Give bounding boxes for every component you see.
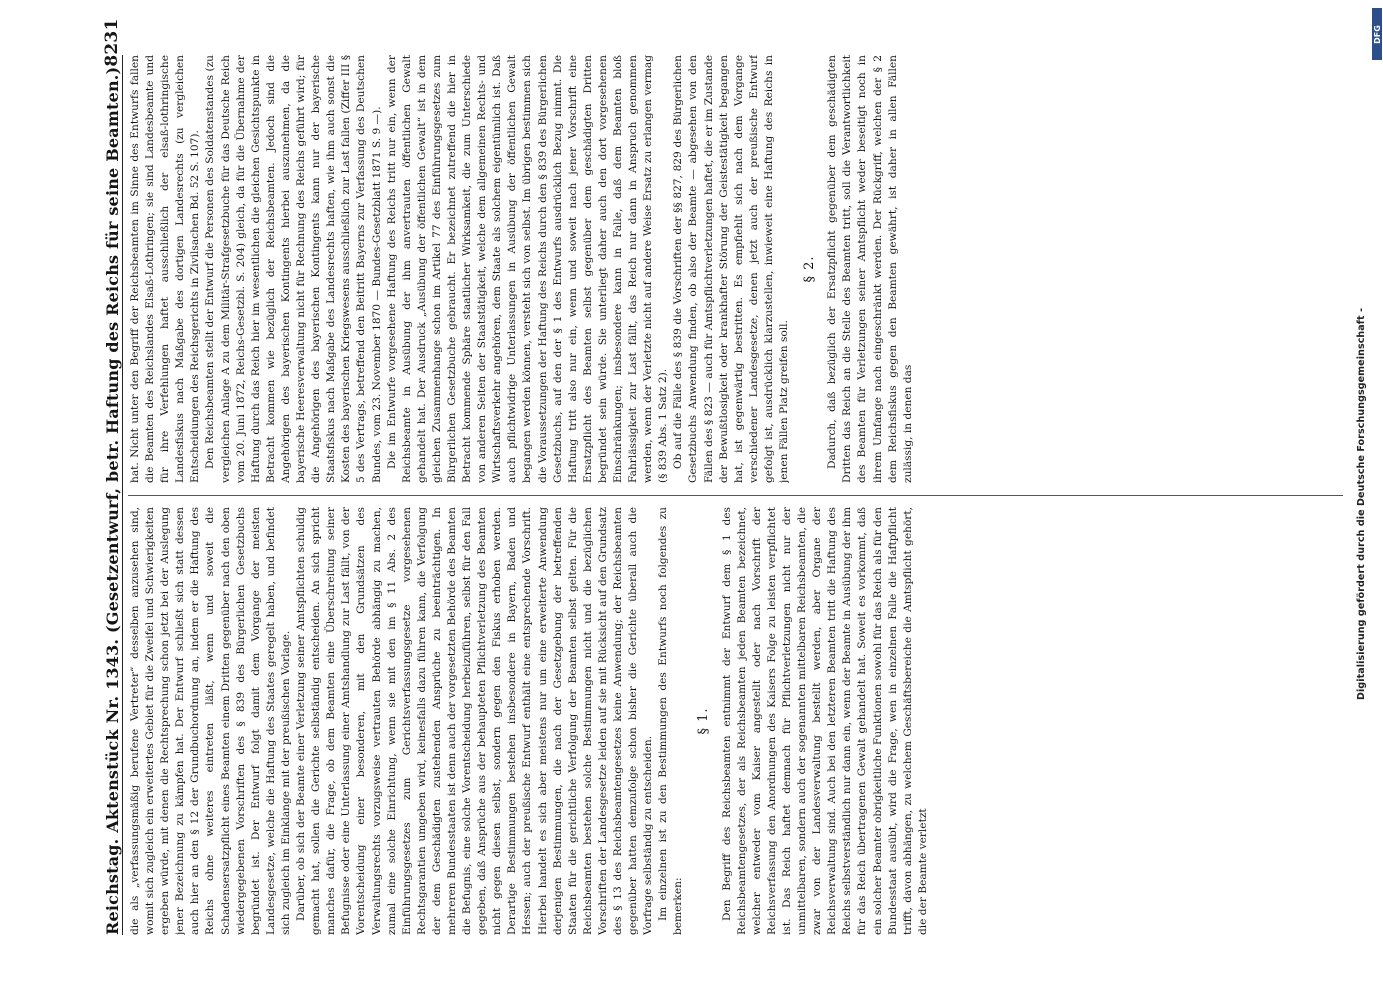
paragraph: Darüber, ob sich der Beamte einer Verletzung seiner Amtspflichten schuldig gemacht hat, sollen die Gerichte selbständig entscheiden. An sich spricht manches dafür, die Frage, ob dem Beamten eine Überschreitung seiner Befugnisse oder eine Unterlassung einer Amtshandlung zur Last fällt, von der Vorentscheidung einer besonderen, mit den Grundsätzen des Verwaltungsrechts vorzugsweise vertrauten Behörde abhängig zu machen, zumal eine solche Einrichtung, wenn sie mit den im § 11 Abs. 2 des Einführungsgesetzes zum Gerichtsverfassungsgesetze vorgesehenen Rechtsgarantien umgeben wird, keinesfalls dazu führen kann, die Verfolgung der dem Geschädigten zustehenden Ansprüche zu beeinträchtigen. In mehreren Bundesstaaten ist denn auch der vorgesetzten Behörde des Beamten die Befugnis, eine solche Vorentscheidung herbeizuführen, selbst für den Fall gegeben, daß Ansprüche aus der behaupteten Pflichtverletzung des Beamten nicht gegen diesen selbst, sondern gegen den Fiskus erhoben werden. Derartige Bestimmungen bestehen insbesondere in Bayern, Baden und Hessen; auch der preußische Entwurf enthält eine entsprechende Vorschrift. Hierbei handelt es sich aber meistens nur um eine erweiterte Anwendung derjenigen Bestimmungen, die nach der Gesetzgebung der betreffenden Staaten für die gerichtliche Verfolgung der Beamten selbst gelten. Für die Reichsbeamten bestehen solche Bestimmungen nicht und die bezüglichen Vorschriften der Landesgesetze leiden auf sie mit Rücksicht auf den Grundsatz des § 13 des Reichsbeamtengesetzes keine Anwendung; der Reichsbeamten gegenüber hatten demzufolge schon bisher die Gerichte überall auch die Vorfrage selbständig zu entscheiden. — [295, 507, 655, 935]
document-page — [90, 18, 1345, 935]
paragraph: Im einzelnen ist zu den Bestimmungen des Entwurfs noch folgendes zu bemerken: — [657, 507, 685, 935]
paragraph: Den Begriff des Reichsbeamten entnimmt der Entwurf dem § 1 des Reichsbeamtengesetzes, der als Reichsbeamten jeden Beamten bezeichnet, welcher entweder vom Kaiser angestellt oder nach Vorschrift der Reichsverfassung den Anordnungen des Kaisers Folge zu leisten verpflichtet ist. Das Reich haftet demnach für Pflichtverletzungen nicht nur der unmittelbaren, sondern auch der sogenannten mittelbaren Reichsbeamten, die zwar von der Landesverwaltung bestellt werden, aber Organe der Reichsverwaltung sind. Auch bei den letzteren Beamten tritt die Haftung des Reichs selbstverständlich nur dann ein, wenn der Beamte in Ausübung der ihm für das Reich übertragenen Gewalt gehandelt hat. Soweit es vorkommt, daß ein solcher Beamter obrigkeitliche Funktionen sowohl für das Reich als für den Bundesstaat ausübt, wird die Frage, wen in einzelnen Falle die Haftpflicht trifft, davon abhängen, zu welchem Geschäftsbereiche die Amtspflicht gehört, die der Beamte verletzt — [720, 507, 929, 935]
page-number: 8231 — [102, 18, 122, 67]
paragraph: hat. Nicht unter den Begriff der Reichsbeamten im Sinne des Entwurfs fallen die Beamten des Reichslandes Elsaß-Lothringen; sie sind Landesbeamte und für ihre Verfehlungen haftet ausschließlich der elsaß-lothringische Landesfiskus nach Maßgabe des dortigen Landesrechts (zu vergleichen Entscheidungen des Reichsgerichts in Zivilsachen Bd. 52 S. 107). — [129, 55, 202, 483]
right-column — [128, 55, 1343, 483]
section-heading-2: § 2. — [802, 255, 818, 283]
page-header — [90, 18, 123, 935]
digitization-credit: Digitalisierung gefördert durch die Deutsche Forschungsgemeinschaft - — [1356, 307, 1367, 700]
paragraph: Dadurch, daß bezüglich der Ersatzpflicht gegenüber dem geschädigten Dritten das Reich an die Stelle des Beamten tritt, soll die Verantwortlichkeit des Beamten für Verletzungen seiner Amtspflicht weder beseitigt noch in ihrem Umfange nach eingeschränkt werden. Der Rückgriff, welchen der § 2 dem Reichsfiskus gegen den Beamten gewährt, ist daher in allen Fällen zulässig, in denen das — [826, 55, 914, 483]
dfg-logo — [1372, 8, 1382, 60]
paragraph: Ob auf die Fälle des § 839 die Vorschriften der §§ 827, 829 des Bürgerlichen Gesetzbuchs Anwendung finden, ob also der Beamte — abgesehen von den Fällen des § 823 — auch für Amtspflichtverletzungen haftet, die er im Zustande der Bewußtlosigkeit oder krankhafter Störung der Geistestätigkeit begangen hat, ist gegenwärtig bestritten. Es empfiehlt sich nach dem Vorgange verschiedener Landesgesetze, denen jetzt auch der preußische Entwurf gefolgt ist, ausdrücklich klarzustellen, inwieweit eine Haftung des Reichs in jenen Fällen Platz greifen soll. — [672, 55, 791, 483]
dfg-logo-text: DFG — [1372, 24, 1382, 44]
left-column — [128, 507, 1343, 935]
paragraph: Den Reichsbeamten stellt der Entwurf die Personen des Soldatenstandes (zu vergleichen Anlage A zu dem Militär-Strafgesetzbuche für das Deutsche Reich vom 20. Juni 1872, Reichs-Gesetzbl. S. 204) gleich, da für die Übernahme der Haftung durch das Reich hier im wesentlichen die gleichen Gesichtspunkte in Betracht kommen wie bezüglich der Reichsbeamten. Jedoch sind die Angehörigen des bayerischen Kontingents hierbei auszunehmen, da die bayerische Heeresverwaltung nicht für Rechnung des Reichs geführt wird; für die Angehörigen des bayerischen Kontingents kann nur der bayerische Staatsfiskus nach Maßgabe des Landesrechts haften, wie ihm auch sonst die Kosten des bayerischen Kriegswesens ausschließlich zur Last fallen (Ziffer III § 5 des Vertrags, betreffend den Beitritt Bayerns zur Verfassung des Deutschen Bundes, vom 23. November 1870 — Bundes-Gesetzblatt 1871 S. 9 —). — [204, 55, 383, 483]
header-title: Reichstag. Aktenstück Nr. 1343. (Gesetzentwurf, betr. Haftung des Reichs für seine Beamten.) — [103, 66, 122, 935]
section-heading-1: § 1. — [696, 707, 712, 735]
paragraph: Die im Entwurfe vorgesehene Haftung des Reichs tritt nur ein, wenn der Reichsbeamte in Ausübung der ihm anvertrauten öffentlichen Gewalt gehandelt hat. Der Ausdruck „Ausübung der öffentlichen Gewalt“ ist in dem gleichen Zusammenhange schon im Artikel 77 des Einführungsgesetzes zum Bürgerlichen Gesetzbuche gebraucht. Er bezeichnet zutreffend die hier in Betracht kommende Sphäre staatlicher Wirksamkeit, die zum Unterschiede von anderen Seiten der Staatstätigkeit, welche dem allgemeinen Rechts- und Wirtschaftsverkehr angehören, dem Staate als solchem eigentümlich ist. Daß auch pflichtwidrige Unterlassungen in Ausübung der öffentlichen Gewalt begangen werden können, versteht sich von selbst. Im übrigen bestimmen sich die Voraussetzungen der Haftung des Reichs durch den § 839 des Bürgerlichen Gesetzbuchs, auf den der § 1 des Entwurfs ausdrücklich Bezug nimmt. Die Haftung tritt also nur ein, wenn und soweit nach jener Vorschrift eine Ersatzpflicht des Beamten selbst gegenüber dem geschädigten Dritten begründet sein würde. Sie unterliegt daher auch den dort vorgesehenen Einschränkungen; insbesondere kann in Falle, daß dem Beamten bloß Fahrlässigkeit zur Last fällt, das Reich nur dann in Anspruch genommen werden, wenn der Verletzte nicht auf andere Weise Ersatz zu erlangen vermag (§ 839 Abs. 1 Satz 2). — [385, 55, 670, 483]
column-divider — [128, 495, 1343, 496]
text-columns — [128, 55, 1343, 935]
paragraph: die als „verfassungsmäßig berufene Vertreter“ desselben anzusehen sind, womit sich zugleich ein erweitertes Gebiet für die Zweifel und Schwierigkeiten ergeben würde, mit denen die Rechtsprechung schon jetzt bei der Auslegung jener Bezeichnung zu kämpfen hat. Der Entwurf schließt sich statt dessen auch hier an den § 12 der Grundbuchordnung an, indem er die Haftung des Reichs ohne weiteres eintreten läßt, wenn und soweit die Schadensersatzpflicht eines Beamten einem Dritten gegenüber nach den oben wiedergegebenen Vorschriften des § 839 des Bürgerlichen Gesetzbuchs begründet ist. Der Entwurf folgt damit dem Vorgange der meisten Landesgesetze, welche die Haftung des Staates geregelt haben, und befindet sich zugleich im Einklange mit der preußischen Vorlage. — [129, 507, 292, 935]
